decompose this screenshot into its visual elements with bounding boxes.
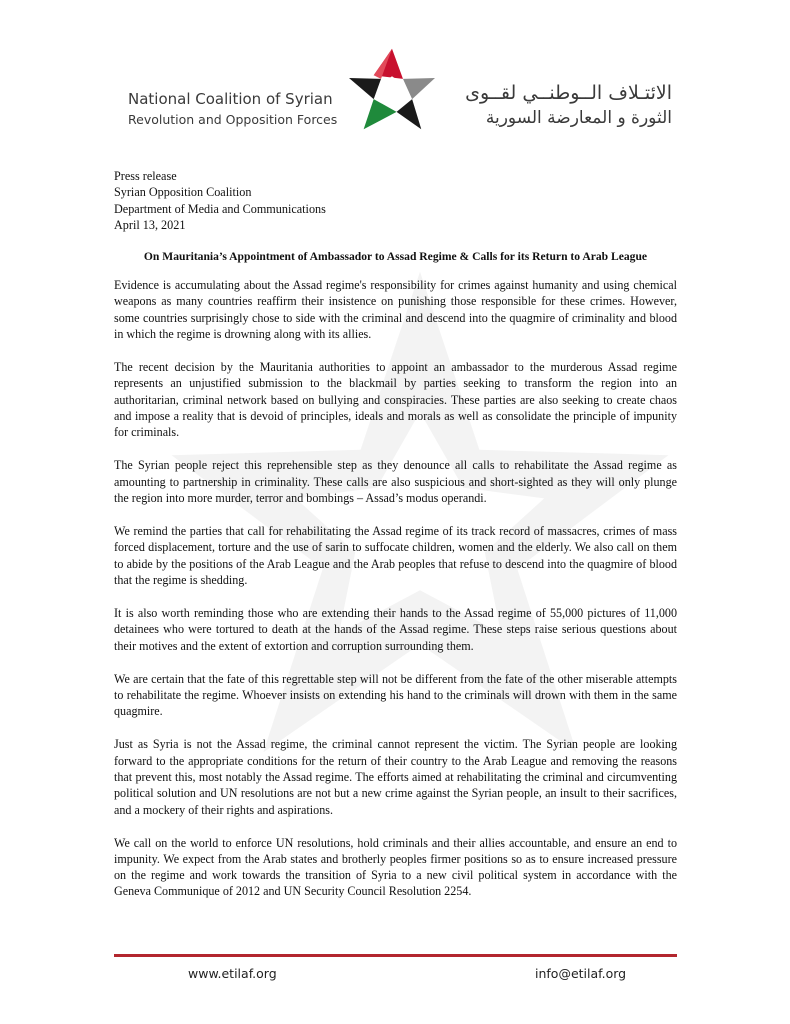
paragraph: The Syrian people reject this reprehensible step as they denounce all calls to rehabilitate the Assad regime as amounting to partnership in criminality. These calls are also suspicious and short-sighted as they will only plunge the region into more murder, terror and bombings – Assad’s modus operandi. (114, 458, 677, 505)
paragraph: We call on the world to enforce UN resolutions, hold criminals and their allies accountable, and ensure an end to impunity. We expect from the Arab states and brotherly peoples firmer positions so as to ensure increased pressure on the regime and work towards the transition of Syria to a new civil political system in accordance with the Geneva Communique of 2012 and UN Security Council Resolution 2254. (114, 835, 677, 899)
footer-email-link[interactable]: info@etilaf.org (535, 966, 627, 981)
paragraph: We remind the parties that call for rehabilitating the Assad regime of its track record of massacres, crimes of mass forced displacement, torture and the use of sarin to suffocate children, women and the elderly. We also call on them to abide by the positions of the Arab League and the Arab peoples that refuse to descend into the quagmire of blood that the regime is shedding. (114, 523, 677, 587)
org-name-english (128, 89, 348, 131)
release-organization: Syrian Opposition Coalition (114, 185, 252, 200)
org-name-english-line1: National Coalition of Syrian (128, 90, 333, 108)
release-meta (114, 168, 326, 233)
paragraph: Evidence is accumulating about the Assad regime's responsibility for crimes against humanity and using chemical weapons as many countries reaffirm their insistence on punishing those responsible for these crimes. However, some countries surprisingly chose to side with the criminal and descend into the quagmire of criminality and blood in which the regime is drowning along with its allies. (114, 278, 677, 341)
paragraph: The recent decision by the Mauritania authorities to appoint an ambassador to the murderous Assad regime represents an unjustified submission to the blackmail by parties seeking to transform the region into an authoritarian, criminal network based on bullying and conspiracies. These parties are also seeking to create chaos and impose a reality that is devoid of principles, ideals and morals as well as consolidate the principle of impunity for criminals. (114, 359, 677, 440)
release-title: On Mauritania’s Appointment of Ambassador to Assad Regime & Calls for its Return to Arab League (143, 250, 648, 263)
org-name-arabic-line2: الثورة و المعارضة السورية (485, 108, 672, 128)
paragraph: It is also worth reminding those who are extending their hands to the Assad regime of 55,000 pictures of 11,000 detainees who were tortured to death at the hands of the Assad regime. These steps raise serious questions about their motives and the extent of extortion and corruption surrounding them. (114, 605, 677, 653)
paragraph: We are certain that the fate of this regrettable step will not be different from the fate of the other miserable attempts to rehabilitate the regime. Whoever insists on extending his hand to the criminals will drown with them in the same quagmire. (114, 671, 677, 719)
coalition-star-logo-icon (346, 46, 438, 132)
org-name-english-line2: Revolution and Opposition Forces (128, 112, 338, 127)
release-department: Department of Media and Communications (114, 201, 326, 216)
footer-website-link[interactable]: www.etilaf.org (188, 966, 277, 981)
org-name-arabic-line1: الائتـلاف الــوطنــي لقــوى (465, 82, 672, 104)
release-type: Press release (114, 169, 177, 183)
footer-divider (114, 954, 677, 957)
paragraph: Just as Syria is not the Assad regime, the criminal cannot represent the victim. The Syrian people are looking forward to the appropriate conditions for the return of their country to the Arab League and removing the reasons that prevent this, most notably the Assad regime. The efforts aimed at rehabilitating the criminal and circumventing political solution and UN resolutions are not but a new crime against the Syrian people, an insult to their sacrifices, and a mockery of their rights and aspirations. (114, 737, 677, 817)
release-date: April 13, 2021 (114, 217, 186, 232)
org-name-arabic (444, 80, 672, 130)
release-body (114, 277, 677, 917)
